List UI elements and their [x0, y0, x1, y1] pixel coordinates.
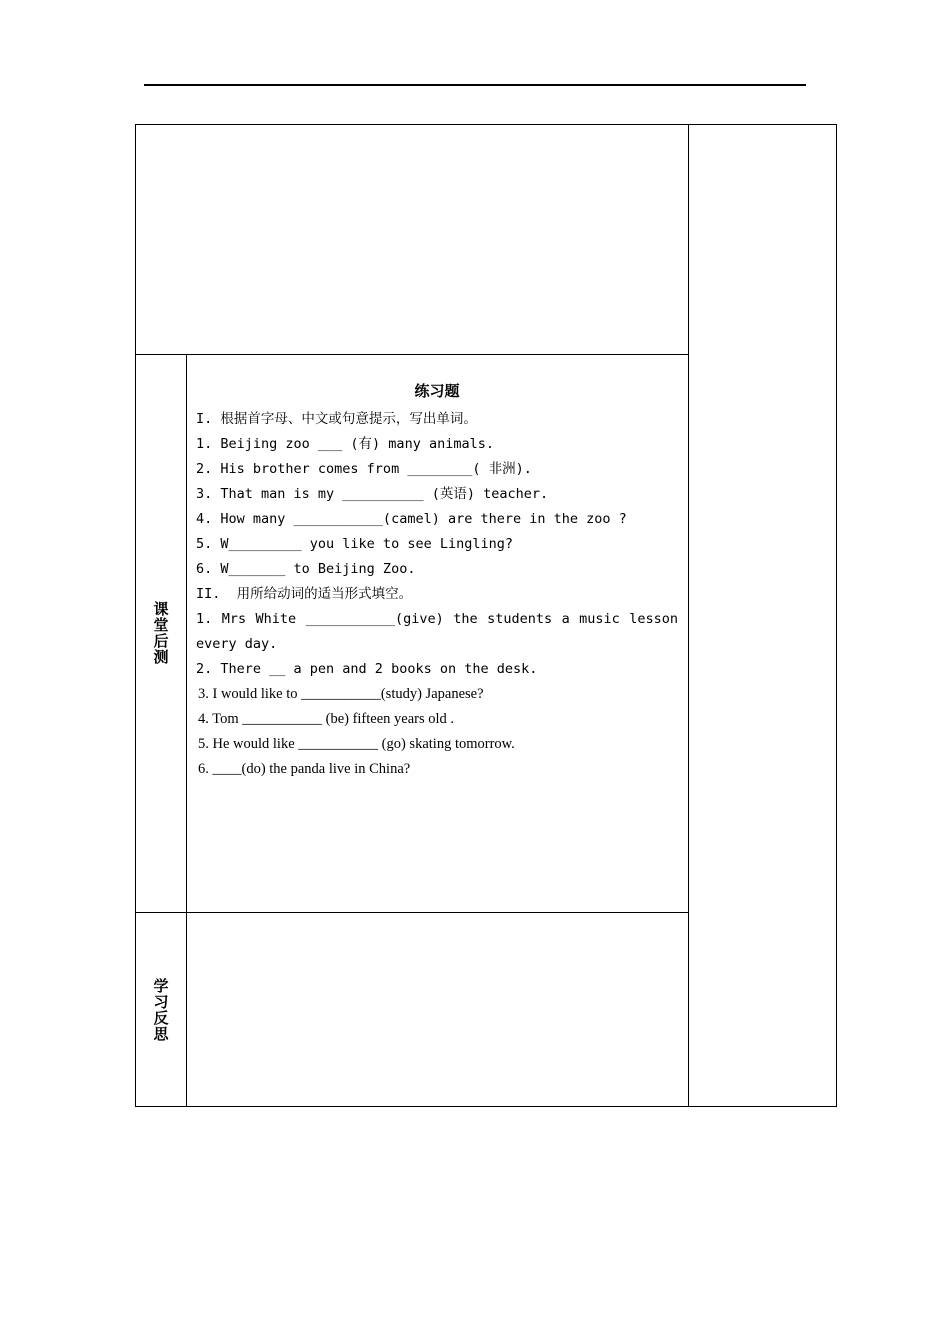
section1-item-4: 4. How many ___________(camel) are there in the zoo ?	[196, 511, 627, 527]
section2-item-3: 3. I would like to ___________(study) Japanese?	[198, 686, 484, 702]
section1-heading: I. 根据首字母、中文或句意提示，写出单词。	[196, 411, 477, 427]
section2-item-5: 5. He would like ___________ (go) skating tomorrow.	[198, 736, 515, 752]
reflection-label: 学习反思	[151, 977, 170, 1042]
section2-item-1: 1. Mrs White ___________(give) the students a music lesson every day.	[196, 611, 678, 652]
header-rule	[144, 84, 806, 86]
section2-heading: II. 用所给动词的适当形式填空。	[196, 586, 413, 602]
section2-item-2: 2. There __ a pen and 2 books on the desk.	[196, 661, 538, 677]
section2-item-4: 4. Tom ___________ (be) fifteen years old .	[198, 711, 455, 727]
row-divider-1	[135, 354, 689, 355]
after-class-test-label: 课堂后测	[151, 601, 170, 665]
section1-item-2: 2. His brother comes from ________( 非洲).	[196, 461, 532, 477]
section1-item-1: 1. Beijing zoo ___ (有) many animals.	[196, 436, 494, 452]
label-column-divider	[186, 354, 187, 1107]
row-divider-2	[135, 912, 689, 913]
exercise-section	[196, 380, 678, 782]
section1-item-6: 6. W_______ to Beijing Zoo.	[196, 561, 416, 577]
right-column-divider	[688, 124, 689, 1107]
exercise-title: 练习题	[414, 382, 460, 400]
section1-item-5: 5. W_________ you like to see Lingling?	[196, 536, 513, 552]
section2-item-6: 6. ____(do) the panda live in China?	[198, 761, 411, 777]
section1-item-3: 3. That man is my __________ (英语) teacher.	[196, 486, 549, 502]
